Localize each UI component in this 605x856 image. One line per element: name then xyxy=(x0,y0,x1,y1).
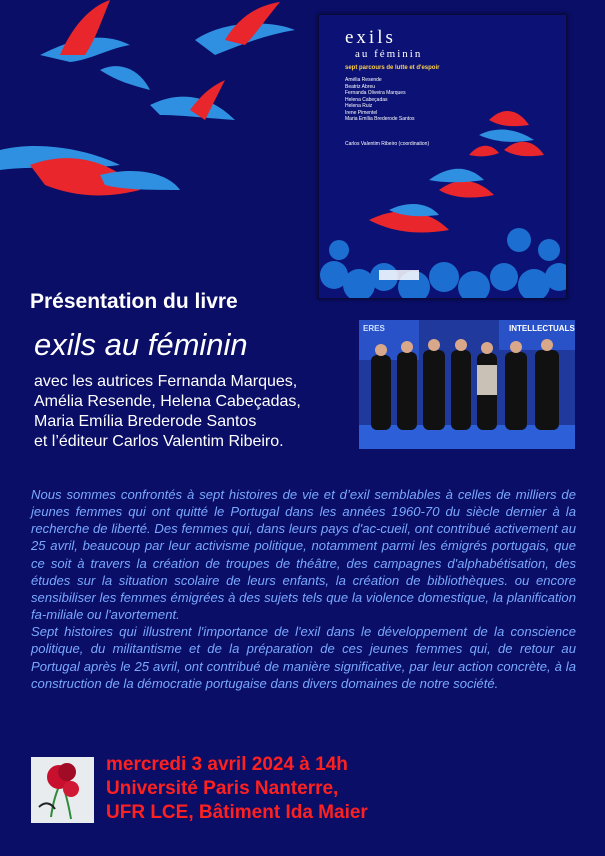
flying-birds-illustration xyxy=(0,0,330,230)
photo-banner-left: ERES xyxy=(363,324,385,333)
bird-2 xyxy=(195,2,295,55)
cover-author: Amélia Resende xyxy=(345,77,382,83)
book-cover-subtitle: sept parcours de lutte et d'espoir xyxy=(345,65,440,71)
event-details xyxy=(106,753,368,825)
bird-3 xyxy=(150,80,235,120)
group-photo-image xyxy=(359,320,575,449)
cover-author: Helena Ruiz xyxy=(345,103,373,109)
cover-author: Maria Emília Brederode Santos xyxy=(345,116,415,122)
photo-banner-right: INTELLECTUALS xyxy=(509,324,575,333)
event-date: mercredi 3 avril 2024 à 14h xyxy=(106,754,348,775)
event-building: UFR LCE, Bâtiment Ida Maier xyxy=(106,802,368,823)
authors-list xyxy=(34,372,301,452)
cover-author: Fernanda Oliveira Marques xyxy=(345,90,406,96)
bird-4 xyxy=(0,146,180,195)
authors-group-photo xyxy=(359,320,575,449)
book-title-line2: au féminin xyxy=(355,48,423,60)
cover-author: Beatriz Abreu xyxy=(345,83,376,90)
book-title-line1: exils xyxy=(345,27,396,48)
description-paragraph-1: Nous sommes confrontés à sept histoires de vie et d’exil semblables à celles de milliers de jeunes femmes qui ont quitté le Portugal dans les années 1960-70 du siècle dernier à la recherche de liberté. Des femmes qui, dans leurs pays d'ac-cueil, ont contribué activement au 25 avril, beaucoup par leur activisme politique, notamment parmi les émigrés portugais, que ce soit à travers la création de troupes de théâtre, des campagnes d'alphabétisation, des études sur la situation scolaire de leurs enfants, la création de bibliothèques. ou encore sensibiliser les femmes émigrées à des sujets tels que la violence domestique, la planification fa-miliale ou l'avortement. xyxy=(31,487,576,623)
book-cover-authors xyxy=(345,77,414,123)
presentation-heading: Présentation du livre xyxy=(30,290,238,313)
authors-line: Maria Emília Brederode Santos xyxy=(34,413,257,430)
description-paragraph-2: Sept histoires qui illustrent l'importance de l'exil dans le développement de la conscience politique, du militantisme et de la préparation de ces jeunes femmes qui, de retour au Portugal après le 25 avril, ont contribué de manière significative, par leur action concrète, à la construction de la démocratie portugaise dans divers domaines de notre société. xyxy=(31,624,576,691)
carnation-icon xyxy=(31,757,94,823)
authors-line: avec les autrices Fernanda Marques, xyxy=(34,373,298,390)
authors-line: Amélia Resende, Helena Cabeçadas, xyxy=(34,393,301,410)
carnation-emblem xyxy=(31,757,94,823)
book-description xyxy=(31,486,576,692)
cover-author: Helena Cabeçadas xyxy=(345,96,388,103)
cover-author: Irene Pimentel xyxy=(345,109,378,116)
authors-line: et l’éditeur Carlos Valentim Ribeiro. xyxy=(34,433,284,450)
book-cover-coordinator: Carlos Valentim Ribeiro (coordination) xyxy=(345,141,430,147)
book-cover-title xyxy=(345,29,422,63)
book-title-heading: exils au féminin xyxy=(34,327,248,362)
event-venue: Université Paris Nanterre, xyxy=(106,778,339,799)
book-cover xyxy=(318,14,567,299)
bird-1 xyxy=(40,0,150,90)
